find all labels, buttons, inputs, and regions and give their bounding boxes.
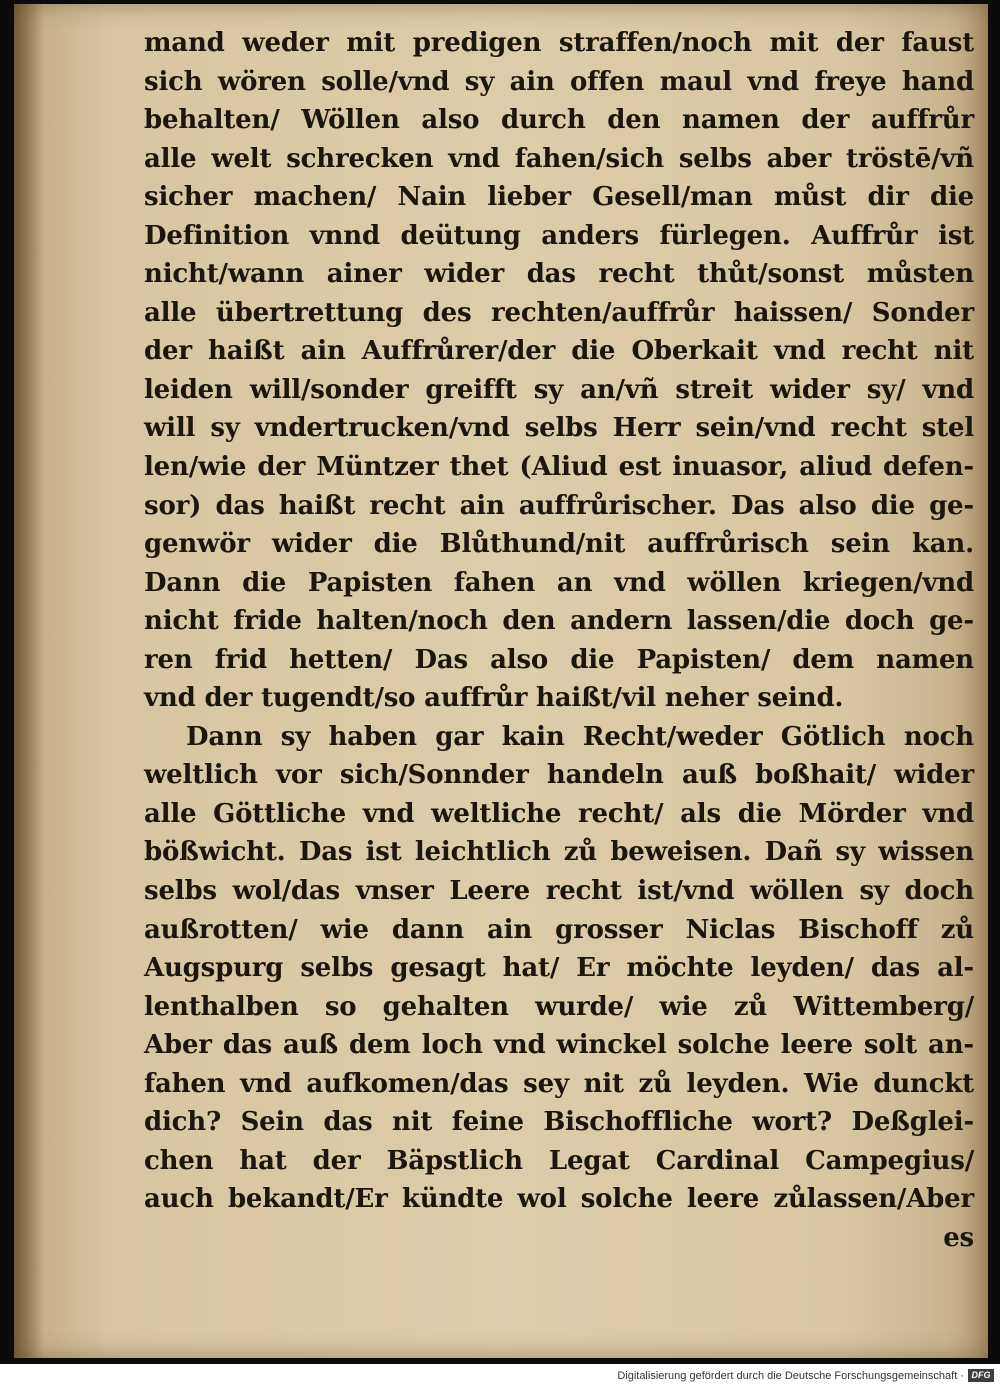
text-line: außrotten/ wie dann ain grosser Niclas Bischoff zů <box>144 914 974 945</box>
text-line: leiden will/sonder greifft sy an/vñ streit wider sy/ vnd <box>144 374 974 405</box>
page-text <box>144 24 974 1258</box>
text-line: sich wören solle/vnd sy ain offen maul vnd freye hand <box>144 66 974 97</box>
text-line: vnd der tugendt/so auffrůr haißt/vil neher seind. <box>144 683 844 714</box>
text-line: sor) das haißt recht ain auffrůrischer. Das also die ge- <box>144 490 974 521</box>
text-line: auch bekandt/Er kündte wol solche leere zůlassen/Aber <box>144 1184 974 1215</box>
text-line: alle Göttliche vnd weltliche recht/ als die Mörder vnd <box>144 798 974 829</box>
book-page <box>14 4 988 1358</box>
text-line: lenthalben so gehalten wurde/ wie zů Wittemberg/ <box>144 991 974 1022</box>
text-line: Augspurg selbs gesagt hat/ Er möchte leyden/ das al- <box>144 953 974 984</box>
catchword: es <box>943 1222 974 1253</box>
text-line: len/wie der Müntzer thet (Aliud est inuasor, aliud defen- <box>144 452 974 483</box>
text-line: der haißt ain Auffrůrer/der die Oberkait vnd recht nit <box>144 336 974 367</box>
text-line: fahen vnd aufkomen/das sey nit zů leyden. Wie dunckt <box>144 1068 974 1099</box>
text-line: Definition vnnd deütung anders fürlegen. Auffrůr ist <box>144 220 974 251</box>
text-line: ren frid hetten/ Das also die Papisten/ dem namen <box>144 644 974 675</box>
text-line: sicher machen/ Nain lieber Gesell/man můst dir die <box>144 182 974 213</box>
text-line: will sy vndertrucken/vnd selbs Herr sein/vnd recht stel <box>144 413 974 444</box>
text-line: chen hat der Bäpstlich Legat Cardinal Campegius/ <box>144 1145 974 1176</box>
text-line: selbs wol/das vnser Leere recht ist/vnd wöllen sy doch <box>144 876 974 907</box>
text-line: alle übertrettung des rechten/auffrůr haissen/ Sonder <box>144 297 974 328</box>
text-line: genwör wider die Blůthund/nit auffrůrisch sein kan. <box>144 529 974 560</box>
text-line: mand weder mit predigen straffen/noch mit der faust <box>144 28 974 58</box>
text-line: Aber das auß dem loch vnd winckel solche leere solt an- <box>144 1030 974 1061</box>
text-line: dich? Sein das nit feine Bischoffliche wort? Deßglei- <box>144 1107 974 1138</box>
text-line: Dann die Papisten fahen an vnd wöllen kriegen/vnd <box>144 567 974 598</box>
text-line: Dann sy haben gar kain Recht/weder Götlich noch <box>186 721 974 752</box>
text-line: weltlich vor sich/Sonnder handeln auß boßhait/ wider <box>144 760 974 791</box>
text-line: bößwicht. Das ist leichtlich zů beweisen. Dañ sy wissen <box>144 837 974 868</box>
footer <box>0 1364 1000 1391</box>
digitization-credit: Digitalisierung gefördert durch die Deutsche Forschungsgemeinschaft · <box>617 1370 964 1382</box>
text-line: nicht fride halten/noch den andern lassen/die doch ge- <box>144 606 974 637</box>
text-line: alle welt schrecken vnd fahen/sich selbs aber tröstē/vñ <box>144 143 974 174</box>
text-line: nicht/wann ainer wider das recht thůt/sonst můsten <box>144 259 974 290</box>
dfg-logo-icon: DFG <box>968 1369 994 1382</box>
text-line: behalten/ Wöllen also durch den namen der auffrůr <box>144 105 974 136</box>
